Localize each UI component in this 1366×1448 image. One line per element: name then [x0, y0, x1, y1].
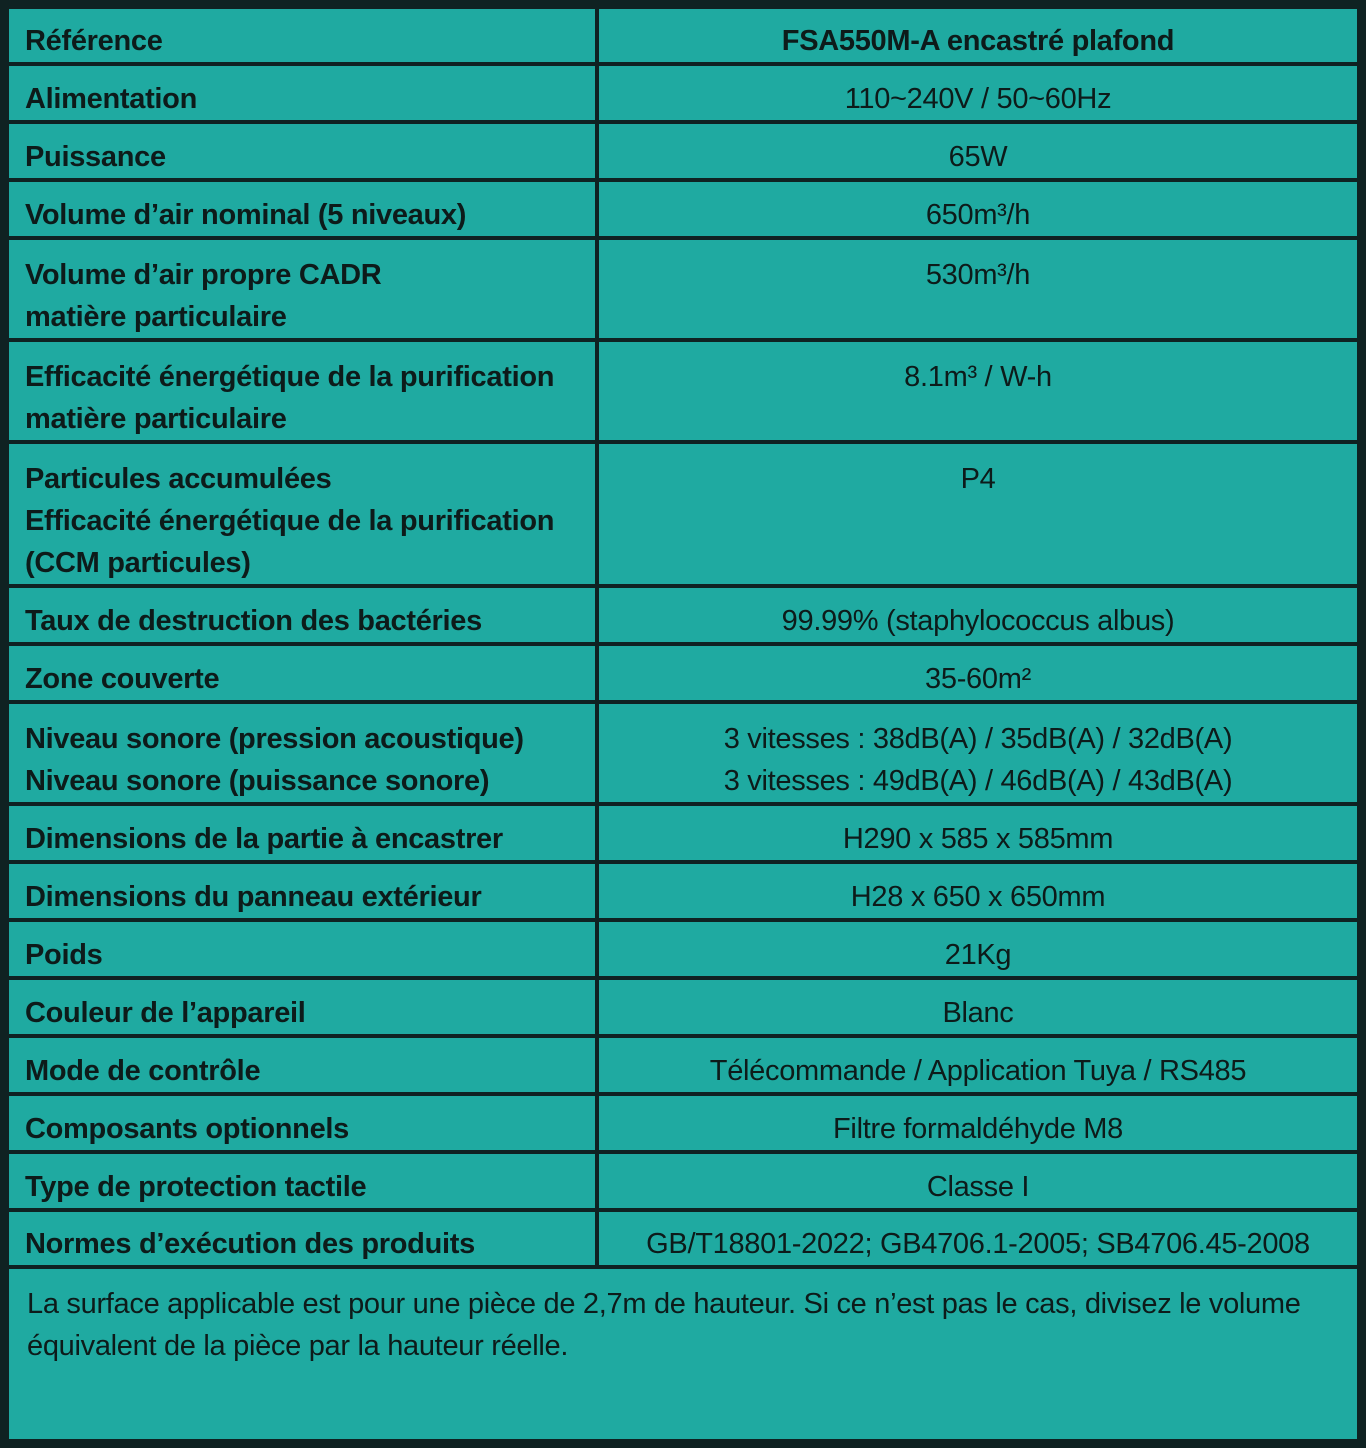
spec-value	[597, 9, 1357, 64]
spec-label	[9, 442, 597, 586]
spec-label	[9, 586, 597, 644]
footnote-line: équivalent de la pièce par la hauteur réelle.	[27, 1330, 569, 1362]
spec-label-text: Référence	[25, 25, 163, 57]
spec-value	[597, 340, 1357, 442]
spec-label	[9, 122, 597, 180]
spec-value-text: Blanc	[942, 997, 1014, 1029]
spec-row	[9, 644, 1357, 702]
spec-row	[9, 1210, 1357, 1267]
spec-label-text: matière particulaire	[25, 403, 287, 435]
spec-row	[9, 1152, 1357, 1210]
spec-value	[597, 1210, 1357, 1267]
spec-row	[9, 340, 1357, 442]
spec-label-text: Niveau sonore (puissance sonore)	[25, 765, 490, 797]
spec-label-text: Couleur de l’appareil	[25, 997, 306, 1029]
spec-value	[597, 64, 1357, 122]
spec-value	[597, 586, 1357, 644]
spec-row	[9, 122, 1357, 180]
spec-label	[9, 1152, 597, 1210]
spec-label-text: Composants optionnels	[25, 1113, 349, 1145]
spec-label	[9, 9, 597, 64]
spec-value	[597, 862, 1357, 920]
spec-value	[597, 1036, 1357, 1094]
spec-table	[9, 9, 1357, 1269]
spec-value-text: H290 x 585 x 585mm	[842, 823, 1114, 855]
spec-value	[597, 180, 1357, 238]
spec-row	[9, 586, 1357, 644]
spec-value	[597, 920, 1357, 978]
spec-label	[9, 238, 597, 340]
spec-label-text: Niveau sonore (pression acoustique)	[25, 723, 524, 755]
spec-label	[9, 978, 597, 1036]
spec-label-text: Particules accumulées	[25, 463, 332, 495]
spec-value	[597, 702, 1357, 804]
spec-value	[597, 442, 1357, 586]
spec-row	[9, 1036, 1357, 1094]
spec-row	[9, 702, 1357, 804]
spec-value	[597, 804, 1357, 862]
spec-label-text: Efficacité énergétique de la purification	[25, 361, 555, 393]
spec-value	[597, 644, 1357, 702]
spec-label	[9, 64, 597, 122]
spec-label-text: Type de protection tactile	[25, 1171, 367, 1203]
spec-row	[9, 442, 1357, 586]
spec-label	[9, 644, 597, 702]
spec-value-text: FSA550M-A encastré plafond	[781, 25, 1175, 57]
spec-label	[9, 702, 597, 804]
spec-value-text: 99.99% (staphylococcus albus)	[781, 605, 1175, 637]
spec-label	[9, 1210, 597, 1267]
spec-label-text: Volume d’air propre CADR	[25, 259, 382, 291]
spec-row	[9, 9, 1357, 64]
spec-label-text: Volume d’air nominal (5 niveaux)	[25, 199, 467, 231]
spec-value-text: 21Kg	[944, 939, 1012, 971]
spec-value-text: H28 x 650 x 650mm	[850, 881, 1106, 913]
spec-row	[9, 238, 1357, 340]
spec-row	[9, 920, 1357, 978]
spec-value-text: 3 vitesses : 49dB(A) / 46dB(A) / 43dB(A)	[723, 765, 1233, 797]
spec-label-text: matière particulaire	[25, 301, 287, 333]
spec-row	[9, 1094, 1357, 1152]
spec-row	[9, 804, 1357, 862]
spec-label-text: Puissance	[25, 141, 166, 173]
spec-value	[597, 978, 1357, 1036]
spec-label	[9, 920, 597, 978]
spec-label	[9, 804, 597, 862]
spec-label	[9, 1036, 597, 1094]
spec-value	[597, 122, 1357, 180]
spec-value-text: Filtre formaldéhyde M8	[833, 1113, 1123, 1145]
spec-row	[9, 862, 1357, 920]
spec-value-text: GB/T18801-2022; GB4706.1-2005; SB4706.45-2008	[646, 1228, 1310, 1260]
spec-label-text: Efficacité énergétique de la purification	[25, 505, 555, 537]
spec-value-text: 650m³/h	[925, 199, 1031, 231]
spec-label-text: (CCM particules)	[25, 547, 251, 579]
spec-value	[597, 1152, 1357, 1210]
spec-value-text: 35-60m²	[925, 663, 1031, 695]
spec-label	[9, 180, 597, 238]
spec-label-text: Dimensions du panneau extérieur	[25, 881, 482, 913]
spec-label-text: Normes d’exécution des produits	[25, 1228, 475, 1260]
spec-row	[9, 64, 1357, 122]
spec-label-text: Dimensions de la partie à encastrer	[25, 823, 503, 855]
footnote	[9, 1269, 1357, 1367]
spec-label	[9, 340, 597, 442]
spec-value-text: P4	[960, 463, 996, 495]
footnote-line: La surface applicable est pour une pièce de 2,7m de hauteur. Si ce n’est pas le cas, divisez le volume	[27, 1288, 1301, 1320]
spec-value-text: 65W	[948, 141, 1008, 173]
spec-value-text: 530m³/h	[925, 259, 1031, 291]
spec-value-text: 8.1m³ / W-h	[904, 361, 1052, 393]
spec-label-text: Poids	[25, 939, 103, 971]
spec-label	[9, 1094, 597, 1152]
spec-label-text: Taux de destruction des bactéries	[25, 605, 482, 637]
spec-value	[597, 238, 1357, 340]
spec-value-text: 3 vitesses : 38dB(A) / 35dB(A) / 32dB(A)	[723, 723, 1233, 755]
spec-value	[597, 1094, 1357, 1152]
spec-label	[9, 862, 597, 920]
spec-value-text: Télécommande / Application Tuya / RS485	[709, 1055, 1247, 1087]
spec-value-text: Classe I	[926, 1171, 1030, 1203]
spec-row	[9, 978, 1357, 1036]
spec-label-text: Alimentation	[25, 83, 198, 115]
spec-value-text: 110~240V / 50~60Hz	[844, 83, 1112, 115]
spec-label-text: Mode de contrôle	[25, 1055, 261, 1087]
spec-row	[9, 180, 1357, 238]
spec-label-text: Zone couverte	[25, 663, 220, 695]
